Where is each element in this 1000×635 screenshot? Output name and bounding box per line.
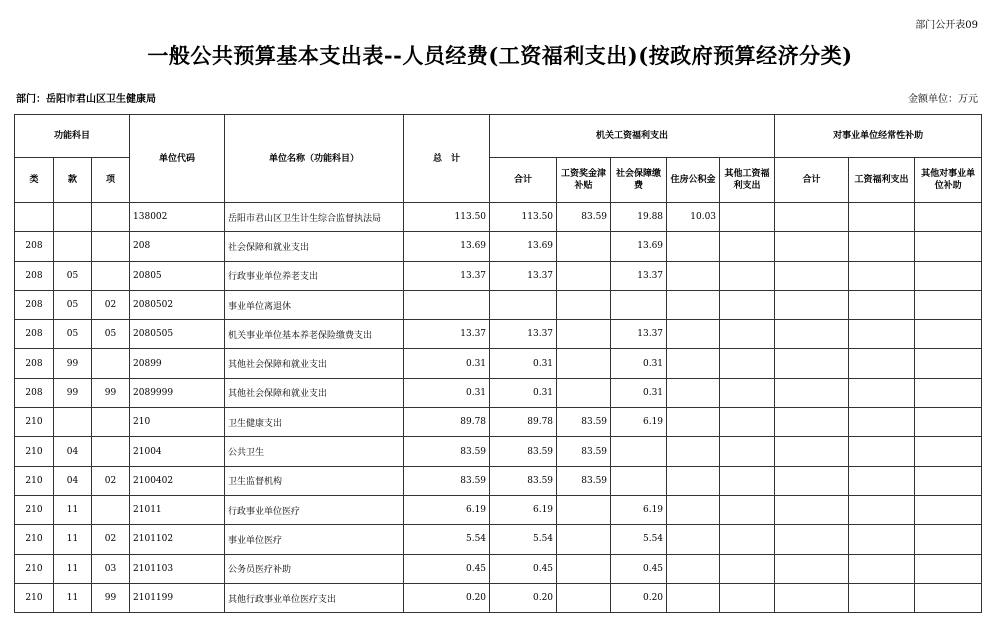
cell-pub-wage	[849, 349, 915, 378]
cell-org-other	[720, 408, 775, 437]
cell-org-bonus	[557, 495, 611, 524]
cell-org-housing	[667, 466, 720, 495]
table-row	[15, 290, 982, 319]
table-row	[15, 408, 982, 437]
cell-xiang: 05	[92, 320, 130, 349]
cell-unit-code: 210	[130, 408, 225, 437]
cell-xiang	[92, 261, 130, 290]
cell-xiang: 99	[92, 583, 130, 612]
cell-kuan: 04	[54, 466, 92, 495]
cell-unit-name: 公务员医疗补助	[225, 554, 404, 583]
cell-kuan: 05	[54, 290, 92, 319]
cell-unit-name: 卫生监督机构	[225, 466, 404, 495]
cell-pub-subtotal	[775, 232, 849, 261]
cell-org-subtotal: 113.50	[490, 203, 557, 232]
cell-org-subtotal: 5.54	[490, 525, 557, 554]
cell-org-housing	[667, 232, 720, 261]
cell-org-other	[720, 525, 775, 554]
cell-unit-name: 事业单位医疗	[225, 525, 404, 554]
cell-unit-name: 行政事业单位医疗	[225, 495, 404, 524]
cell-unit-name: 岳阳市君山区卫生计生综合监督执法局	[225, 203, 404, 232]
cell-org-social	[611, 290, 667, 319]
table-row	[15, 437, 982, 466]
cell-pub-subtotal	[775, 320, 849, 349]
cell-org-subtotal: 6.19	[490, 495, 557, 524]
cell-pub-subtotal	[775, 261, 849, 290]
cell-org-bonus: 83.59	[557, 466, 611, 495]
cell-total: 83.59	[404, 437, 490, 466]
cell-org-social: 13.69	[611, 232, 667, 261]
cell-unit-code: 208	[130, 232, 225, 261]
cell-total: 13.37	[404, 320, 490, 349]
cell-kuan: 11	[54, 525, 92, 554]
cell-kuan: 05	[54, 261, 92, 290]
cell-org-bonus: 83.59	[557, 437, 611, 466]
cell-pub-wage	[849, 583, 915, 612]
cell-lei: 208	[15, 320, 54, 349]
cell-org-subtotal: 0.45	[490, 554, 557, 583]
cell-pub-subtotal	[775, 349, 849, 378]
cell-lei: 210	[15, 554, 54, 583]
cell-org-social: 0.31	[611, 349, 667, 378]
cell-unit-code: 2089999	[130, 378, 225, 407]
cell-unit-name: 行政事业单位养老支出	[225, 261, 404, 290]
cell-org-social: 13.37	[611, 320, 667, 349]
cell-org-other	[720, 203, 775, 232]
cell-total: 113.50	[404, 203, 490, 232]
cell-org-housing	[667, 378, 720, 407]
cell-pub-subtotal	[775, 554, 849, 583]
cell-xiang: 02	[92, 525, 130, 554]
cell-org-bonus	[557, 349, 611, 378]
cell-org-bonus	[557, 261, 611, 290]
table-row	[15, 583, 982, 612]
table-row	[15, 525, 982, 554]
cell-org-housing	[667, 495, 720, 524]
cell-org-subtotal: 13.69	[490, 232, 557, 261]
cell-org-bonus	[557, 583, 611, 612]
cell-unit-name: 事业单位离退休	[225, 290, 404, 319]
cell-org-bonus	[557, 378, 611, 407]
total-header: 总 计	[404, 115, 490, 203]
cell-pub-subtotal	[775, 290, 849, 319]
table-row	[15, 554, 982, 583]
cell-org-social: 0.45	[611, 554, 667, 583]
cell-org-social: 5.54	[611, 525, 667, 554]
org-subtotal-header: 合计	[490, 158, 557, 203]
cell-lei: 208	[15, 378, 54, 407]
cell-org-other	[720, 583, 775, 612]
cell-pub-other	[915, 495, 982, 524]
cell-lei	[15, 203, 54, 232]
table-row	[15, 349, 982, 378]
cell-org-housing	[667, 290, 720, 319]
cell-pub-subtotal	[775, 437, 849, 466]
cell-xiang	[92, 437, 130, 466]
cell-kuan: 11	[54, 583, 92, 612]
cell-pub-wage	[849, 290, 915, 319]
cell-pub-wage	[849, 203, 915, 232]
cell-xiang	[92, 349, 130, 378]
cell-pub-other	[915, 466, 982, 495]
cell-unit-code: 2101102	[130, 525, 225, 554]
cell-unit-code: 2101103	[130, 554, 225, 583]
kuan-header: 款	[54, 158, 92, 203]
cell-unit-code: 2080505	[130, 320, 225, 349]
cell-pub-wage	[849, 320, 915, 349]
cell-lei: 210	[15, 466, 54, 495]
cell-pub-wage	[849, 378, 915, 407]
cell-xiang: 03	[92, 554, 130, 583]
cell-org-housing	[667, 320, 720, 349]
cell-pub-wage	[849, 466, 915, 495]
table-row	[15, 466, 982, 495]
public-subsidy-group-header: 对事业单位经常性补助	[775, 115, 982, 158]
pub-other-header: 其他对事业单位补助	[915, 158, 982, 203]
cell-pub-subtotal	[775, 525, 849, 554]
cell-unit-code: 2100402	[130, 466, 225, 495]
cell-total: 6.19	[404, 495, 490, 524]
cell-kuan: 11	[54, 554, 92, 583]
cell-org-other	[720, 437, 775, 466]
cell-org-subtotal: 0.20	[490, 583, 557, 612]
cell-org-bonus	[557, 232, 611, 261]
pub-wage-header: 工资福利支出	[849, 158, 915, 203]
cell-org-social	[611, 466, 667, 495]
cell-total: 0.31	[404, 378, 490, 407]
cell-org-other	[720, 378, 775, 407]
cell-xiang	[92, 408, 130, 437]
table-row	[15, 232, 982, 261]
cell-org-housing	[667, 408, 720, 437]
cell-pub-subtotal	[775, 466, 849, 495]
cell-xiang	[92, 232, 130, 261]
cell-lei: 208	[15, 290, 54, 319]
amount-unit-label: 金额单位：万元	[908, 94, 978, 105]
cell-unit-name: 公共卫生	[225, 437, 404, 466]
cell-org-housing	[667, 583, 720, 612]
org-social-header: 社会保障缴费	[611, 158, 667, 203]
cell-pub-other	[915, 320, 982, 349]
cell-org-bonus	[557, 290, 611, 319]
table-number-label: 部门公开表09	[915, 20, 978, 31]
cell-lei: 210	[15, 437, 54, 466]
cell-kuan	[54, 203, 92, 232]
unit-name-header: 单位名称（功能科目）	[225, 115, 404, 203]
cell-unit-code: 21011	[130, 495, 225, 524]
cell-total: 89.78	[404, 408, 490, 437]
cell-pub-other	[915, 232, 982, 261]
cell-org-subtotal: 13.37	[490, 320, 557, 349]
cell-pub-subtotal	[775, 203, 849, 232]
cell-lei: 210	[15, 525, 54, 554]
cell-kuan: 04	[54, 437, 92, 466]
cell-org-housing	[667, 261, 720, 290]
cell-org-subtotal: 89.78	[490, 408, 557, 437]
cell-org-housing: 10.03	[667, 203, 720, 232]
cell-pub-wage	[849, 495, 915, 524]
cell-unit-code: 2101199	[130, 583, 225, 612]
page-title: 一般公共预算基本支出表--人员经费(工资福利支出)(按政府预算经济分类)	[147, 43, 853, 68]
unit-code-header: 单位代码	[130, 115, 225, 203]
cell-unit-code: 138002	[130, 203, 225, 232]
cell-pub-subtotal	[775, 495, 849, 524]
cell-org-subtotal: 83.59	[490, 437, 557, 466]
cell-org-other	[720, 320, 775, 349]
cell-unit-name: 其他行政事业单位医疗支出	[225, 583, 404, 612]
cell-pub-other	[915, 525, 982, 554]
cell-pub-wage	[849, 554, 915, 583]
cell-total: 0.20	[404, 583, 490, 612]
cell-org-bonus	[557, 554, 611, 583]
cell-org-social	[611, 437, 667, 466]
cell-org-housing	[667, 437, 720, 466]
cell-pub-other	[915, 583, 982, 612]
cell-unit-name: 机关事业单位基本养老保险缴费支出	[225, 320, 404, 349]
cell-kuan	[54, 408, 92, 437]
cell-pub-subtotal	[775, 583, 849, 612]
table-row	[15, 320, 982, 349]
cell-pub-other	[915, 290, 982, 319]
cell-kuan	[54, 232, 92, 261]
table-row	[15, 261, 982, 290]
cell-lei: 210	[15, 583, 54, 612]
cell-pub-other	[915, 203, 982, 232]
cell-org-other	[720, 554, 775, 583]
cell-org-bonus	[557, 320, 611, 349]
cell-unit-name: 其他社会保障和就业支出	[225, 349, 404, 378]
cell-pub-wage	[849, 525, 915, 554]
cell-lei: 210	[15, 408, 54, 437]
table-row	[15, 495, 982, 524]
cell-kuan: 99	[54, 349, 92, 378]
cell-org-housing	[667, 525, 720, 554]
cell-lei: 210	[15, 495, 54, 524]
org-wage-group-header: 机关工资福利支出	[490, 115, 775, 158]
lei-header: 类	[15, 158, 54, 203]
xiang-header: 项	[92, 158, 130, 203]
cell-pub-wage	[849, 437, 915, 466]
cell-total: 0.31	[404, 349, 490, 378]
table-row	[15, 203, 982, 232]
cell-org-bonus	[557, 525, 611, 554]
cell-kuan: 99	[54, 378, 92, 407]
table-body	[15, 203, 982, 613]
cell-org-other	[720, 466, 775, 495]
cell-total: 83.59	[404, 466, 490, 495]
cell-org-housing	[667, 554, 720, 583]
cell-pub-wage	[849, 232, 915, 261]
cell-unit-name: 社会保障和就业支出	[225, 232, 404, 261]
cell-total: 5.54	[404, 525, 490, 554]
cell-xiang: 02	[92, 290, 130, 319]
budget-table	[14, 114, 982, 613]
cell-pub-other	[915, 261, 982, 290]
cell-pub-other	[915, 378, 982, 407]
cell-org-other	[720, 349, 775, 378]
pub-subtotal-header: 合计	[775, 158, 849, 203]
cell-org-other	[720, 261, 775, 290]
cell-pub-other	[915, 349, 982, 378]
cell-pub-other	[915, 437, 982, 466]
cell-xiang: 02	[92, 466, 130, 495]
cell-kuan: 05	[54, 320, 92, 349]
func-subject-header: 功能科目	[15, 115, 130, 158]
cell-unit-code: 20899	[130, 349, 225, 378]
cell-pub-wage	[849, 408, 915, 437]
cell-org-social: 19.88	[611, 203, 667, 232]
cell-total: 13.69	[404, 232, 490, 261]
cell-xiang	[92, 203, 130, 232]
cell-total: 13.37	[404, 261, 490, 290]
cell-pub-other	[915, 554, 982, 583]
cell-org-subtotal	[490, 290, 557, 319]
cell-org-social: 0.31	[611, 378, 667, 407]
cell-xiang	[92, 495, 130, 524]
org-other-header: 其他工资福利支出	[720, 158, 775, 203]
cell-lei: 208	[15, 261, 54, 290]
cell-org-social: 13.37	[611, 261, 667, 290]
cell-lei: 208	[15, 349, 54, 378]
cell-org-subtotal: 0.31	[490, 378, 557, 407]
cell-org-subtotal: 0.31	[490, 349, 557, 378]
cell-unit-code: 21004	[130, 437, 225, 466]
cell-org-other	[720, 290, 775, 319]
org-bonus-header: 工资奖金津补贴	[557, 158, 611, 203]
cell-lei: 208	[15, 232, 54, 261]
cell-org-bonus: 83.59	[557, 203, 611, 232]
cell-unit-code: 20805	[130, 261, 225, 290]
cell-org-other	[720, 232, 775, 261]
cell-org-social: 6.19	[611, 408, 667, 437]
cell-kuan: 11	[54, 495, 92, 524]
cell-org-other	[720, 495, 775, 524]
cell-total: 0.45	[404, 554, 490, 583]
table-row	[15, 378, 982, 407]
cell-org-subtotal: 83.59	[490, 466, 557, 495]
department-label: 部门：岳阳市君山区卫生健康局	[16, 94, 156, 105]
cell-total	[404, 290, 490, 319]
cell-xiang: 99	[92, 378, 130, 407]
cell-org-social: 6.19	[611, 495, 667, 524]
cell-pub-wage	[849, 261, 915, 290]
cell-unit-code: 2080502	[130, 290, 225, 319]
cell-org-housing	[667, 349, 720, 378]
cell-org-social: 0.20	[611, 583, 667, 612]
cell-unit-name: 其他社会保障和就业支出	[225, 378, 404, 407]
cell-pub-subtotal	[775, 378, 849, 407]
cell-pub-subtotal	[775, 408, 849, 437]
cell-org-subtotal: 13.37	[490, 261, 557, 290]
cell-org-bonus: 83.59	[557, 408, 611, 437]
cell-unit-name: 卫生健康支出	[225, 408, 404, 437]
cell-pub-other	[915, 408, 982, 437]
org-housing-header: 住房公积金	[667, 158, 720, 203]
